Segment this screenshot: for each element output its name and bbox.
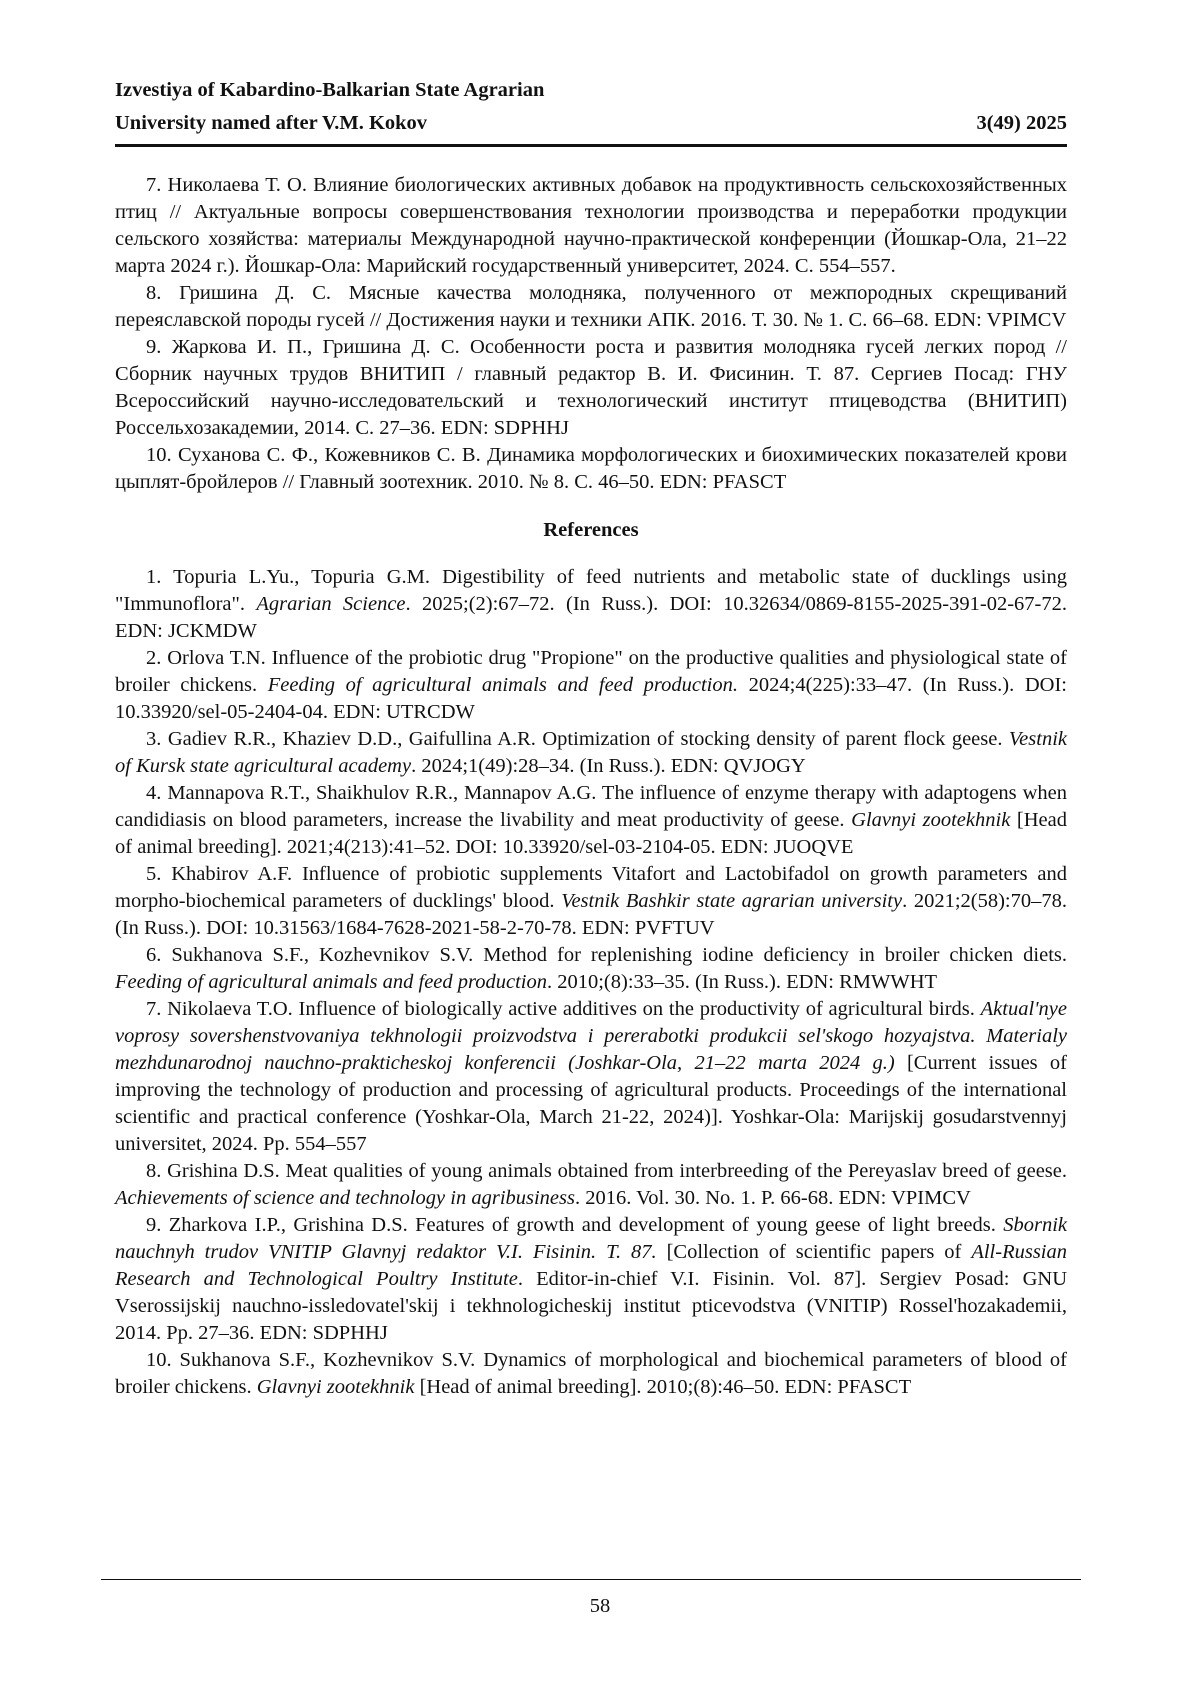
reference-6: 6. Sukhanova S.F., Kozhevnikov S.V. Method for replenishing iodine deficiency in broiler chicken diets. Feeding of agricultural animals and feed production. 2010;(8):33–35. (In Russ.). EDN: RMWWHT [115, 942, 1067, 996]
page-number: 58 [0, 1593, 1200, 1619]
reference-10: 10. Sukhanova S.F., Kozhevnikov S.V. Dynamics of morphological and biochemical parameters of blood of broiler chickens. Glavnyi zootekhnik [Head of animal breeding]. 2010;(8):46–50. EDN: PFASCT [115, 1347, 1067, 1401]
reference-2: 2. Orlova T.N. Influence of the probiotic drug "Propione" on the productive qualities and physiological state of broiler chickens. Feeding of agricultural animals and feed production. 2024;4(225):33–47. (In Russ.). DOI: 10.33920/sel-05-2404-04. EDN: UTRCDW [115, 645, 1067, 726]
issue-number: 3(49) 2025 [976, 107, 1067, 140]
reference-8: 8. Grishina D.S. Meat qualities of young animals obtained from interbreeding of the Pereyaslav breed of geese. Achievements of science and technology in agribusiness. 2016. Vol. 30. No. 1. P. 66-68. EDN: VPIMCV [115, 1158, 1067, 1212]
page-body [115, 172, 1067, 1401]
journal-title-line-1: Izvestiya of Kabardino-Balkarian State Agrarian [115, 74, 1067, 107]
references-heading: References [115, 517, 1067, 544]
journal-title-line-2: University named after V.M. Kokov [115, 107, 1067, 140]
reference-9: 9. Zharkova I.P., Grishina D.S. Features of growth and development of young geese of light breeds. Sbornik nauchnyh trudov VNITIP Glavnyj redaktor V.I. Fisinin. T. 87. [Collection of scientific papers of All-Russian Research and Technological Poultry Institute. Editor-in-chief V.I. Fisinin. Vol. 87]. Sergiev Posad: GNU Vserossijskij nauchno-issledovatel'skij i tekhnologicheskij institut pticevodstva (VNITIP) Rossel'hozakademii, 2014. Pp. 27–36. EDN: SDPHHJ [115, 1212, 1067, 1347]
reference-4: 4. Mannapova R.T., Shaikhulov R.R., Mannapov A.G. The influence of enzyme therapy with adaptogens when candidiasis on blood parameters, increase the livability and meat productivity of geese. Glavnyi zootekhnik [Head of animal breeding]. 2021;4(213):41–52. DOI: 10.33920/sel-03-2104-05. EDN: JUOQVE [115, 780, 1067, 861]
reference-5: 5. Khabirov A.F. Influence of probiotic supplements Vitafort and Lactobifadol on growth parameters and morpho-biochemical parameters of ducklings' blood. Vestnik Bashkir state agrarian university. 2021;2(58):70–78. (In Russ.). DOI: 10.31563/1684-7628-2021-58-2-70-78. EDN: PVFTUV [115, 861, 1067, 942]
reference-3: 3. Gadiev R.R., Khaziev D.D., Gaifullina A.R. Optimization of stocking density of parent flock geese. Vestnik of Kursk state agricultural academy. 2024;1(49):28–34. (In Russ.). EDN: QVJOGY [115, 726, 1067, 780]
russian-reference-list [115, 172, 1067, 496]
russian-reference-9: 9. Жаркова И. П., Гришина Д. С. Особенности роста и развития молодняка гусей легких пород // Сборник научных трудов ВНИТИП / главный редактор В. И. Фисинин. Т. 87. Сергиев Посад: ГНУ Всероссийский научно-исследовательский и технологический институт птицеводства (ВНИТИП) Россельхозакадемии, 2014. С. 27–36. EDN: SDPHHJ [115, 334, 1067, 442]
reference-1: 1. Topuria L.Yu., Topuria G.M. Digestibility of feed nutrients and metabolic state of ducklings using "Immunoflora". Agrarian Science. 2025;(2):67–72. (In Russ.). DOI: 10.32634/0869-8155-2025-391-02-67-72. EDN: JCKMDW [115, 564, 1067, 645]
russian-reference-8: 8. Гришина Д. С. Мясные качества молодняка, полученного от межпородных скрещиваний переяславской породы гусей // Достижения науки и техники АПК. 2016. Т. 30. № 1. С. 66–68. EDN: VPIMCV [115, 280, 1067, 334]
english-reference-list [115, 564, 1067, 1401]
footer-divider [101, 1579, 1081, 1580]
reference-7: 7. Nikolaeva T.O. Influence of biologically active additives on the productivity of agricultural birds. Aktual'nye voprosy sovershenstvovaniya tekhnologii proizvodstva i pererabotki produkcii sel'skogo hozyajstva. Materialy mezhdunarodnoj nauchno-prakticheskoj konferencii (Joshkar-Ola, 21–22 marta 2024 g.) [Current issues of improving the technology of production and processing of agricultural products. Proceedings of the international scientific and practical conference (Yoshkar-Ola, March 21-22, 2024)]. Yoshkar-Ola: Marijskij gosudarstvennyj universitet, 2024. Pp. 554–557 [115, 996, 1067, 1158]
russian-reference-7: 7. Николаева Т. О. Влияние биологических активных добавок на продуктивность сельскохозяйственных птиц // Актуальные вопросы совершенствования технологии производства и переработки продукции сельского хозяйства: материалы Международной научно-практической конференции (Йошкар-Ола, 21–22 марта 2024 г.). Йошкар-Ола: Марийский государственный университет, 2024. С. 554–557. [115, 172, 1067, 280]
running-header [115, 74, 1067, 140]
header-divider [115, 144, 1067, 147]
russian-reference-10: 10. Суханова С. Ф., Кожевников С. В. Динамика морфологических и биохимических показателей крови цыплят-бройлеров // Главный зоотехник. 2010. № 8. С. 46–50. EDN: PFASCT [115, 442, 1067, 496]
